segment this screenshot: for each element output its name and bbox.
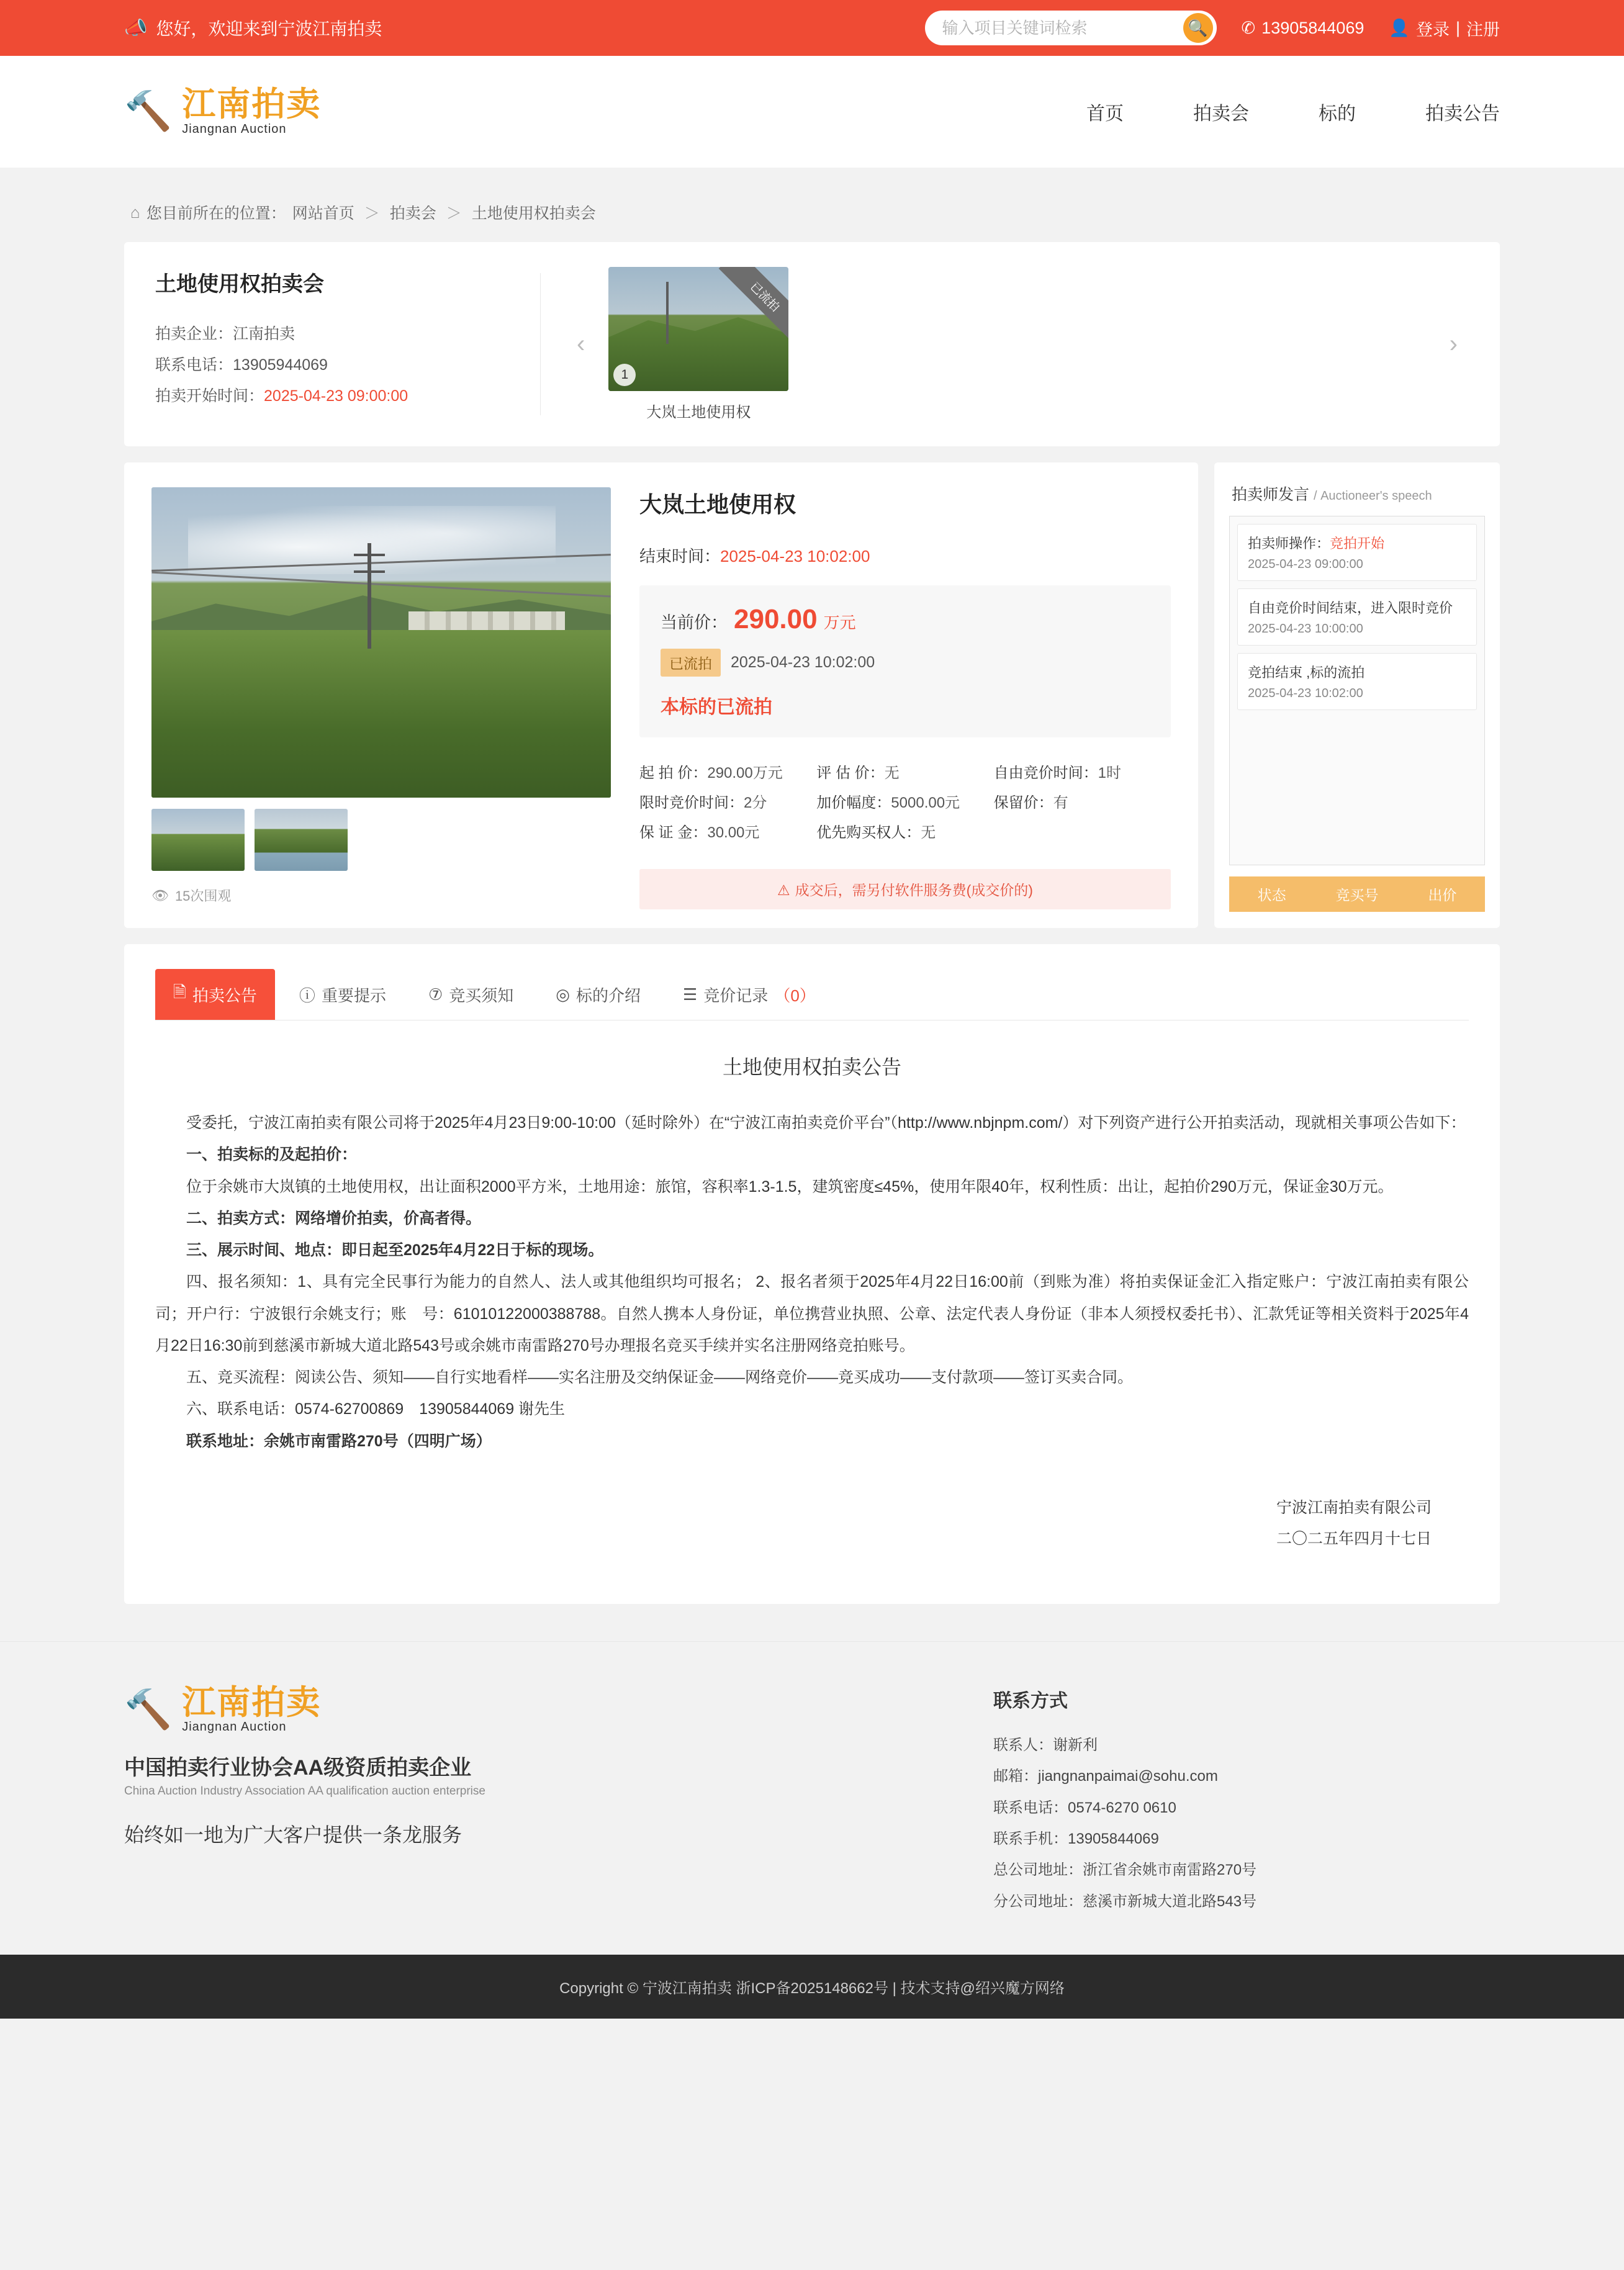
breadcrumb-item-home[interactable]: 网站首页 <box>292 205 354 222</box>
speech-text <box>1248 662 1466 682</box>
phone-icon: ✆ <box>1241 18 1256 37</box>
session-card <box>124 242 1500 446</box>
lot-tabs-card <box>124 944 1500 1604</box>
nav-item-announcements[interactable]: 拍卖公告 <box>1425 104 1500 124</box>
tab-bidder-instructions[interactable] <box>410 969 531 1020</box>
param-limited-bid-time <box>639 788 816 818</box>
speech-text <box>1248 533 1466 552</box>
target-icon: ◎ <box>556 984 570 1004</box>
footer-contact <box>993 1685 1500 1917</box>
session-lot-carousel <box>566 267 1469 421</box>
lot-ribbon-label: 已流拍 <box>719 267 788 341</box>
param-free-bid-time <box>994 759 1171 788</box>
lot-thumb-image[interactable] <box>608 267 788 391</box>
view-count <box>151 886 611 905</box>
bid-col-price: 出价 <box>1428 887 1457 903</box>
document-paragraph: 二、拍卖方式：网络增价拍卖，价高者得。 <box>186 1209 482 1227</box>
footer-contact-title: 联系方式 <box>993 1690 1068 1711</box>
question-icon: ⑦ <box>428 984 443 1004</box>
tab-label: 标的介绍 <box>575 986 641 1005</box>
page-body <box>0 168 1624 1641</box>
param-value: 2分 <box>744 795 767 811</box>
tab-label: 拍卖公告 <box>192 986 257 1005</box>
footer-contact-tel: 联系电话：0574-6270 0610 <box>993 1799 1176 1816</box>
current-price-unit: 万元 <box>823 613 856 632</box>
speech-time: 2025-04-23 09:00:00 <box>1248 557 1363 571</box>
footer-qualification-en: China Auction Industry Association AA qualification auction enterprise <box>124 1785 485 1798</box>
breadcrumb-prefix: 您目前所在的位置： <box>146 205 286 222</box>
session-phone-label: 联系电话： <box>155 356 233 374</box>
breadcrumb-item-auctions[interactable]: 拍卖会 <box>389 205 436 222</box>
alert-icon: ⚠ <box>777 882 790 898</box>
lot-gallery <box>151 487 611 909</box>
footer-contact-mobile: 联系手机：13905844069 <box>993 1830 1159 1847</box>
speech-prefix: 竞拍结束 ,标的流拍 <box>1248 665 1365 680</box>
status-time: 2025-04-23 10:02:00 <box>731 654 875 671</box>
session-phone <box>155 349 521 381</box>
list-item <box>1237 588 1477 646</box>
search-icon: 🔍 <box>1188 18 1208 37</box>
session-enterprise-label: 拍卖企业： <box>155 325 233 343</box>
current-price-label: 当前价： <box>661 613 728 632</box>
param-value: 无 <box>884 765 900 781</box>
tab-bid-records[interactable] <box>665 969 834 1020</box>
lot-end-time-value: 2025-04-23 10:02:00 <box>720 547 870 565</box>
document-title: 土地使用权拍卖公告 <box>722 1056 901 1078</box>
session-start-value: 2025-04-23 09:00:00 <box>264 387 408 405</box>
param-increment <box>816 788 993 818</box>
signature-date: 二〇二五年四月十七日 <box>1276 1529 1432 1547</box>
footer-contact-person: 联系人：谢新利 <box>993 1736 1098 1754</box>
price-panel <box>639 585 1171 737</box>
param-label: 优先购买权人： <box>816 824 921 841</box>
register-link[interactable]: 注册 <box>1466 20 1500 39</box>
param-label: 起 拍 价： <box>639 765 708 781</box>
tab-label: 重要提示 <box>321 986 386 1005</box>
megaphone-icon: 📣 <box>124 17 148 38</box>
session-phone-value: 13905944069 <box>233 356 328 374</box>
site-header <box>0 56 1624 168</box>
param-label: 加价幅度： <box>816 795 891 811</box>
param-value: 有 <box>1053 795 1068 811</box>
speech-emphasis: 竞拍开始 <box>1330 536 1385 551</box>
lot-detail-row <box>124 462 1500 928</box>
search-input[interactable] <box>942 19 1183 38</box>
lot-end-time-label: 结束时间： <box>639 547 721 565</box>
chevron-right-icon[interactable]: › <box>1449 330 1458 358</box>
account-area <box>1389 16 1500 40</box>
footer-logo-subtitle: Jiangnan Auction <box>182 1720 287 1734</box>
document-paragraph: 受委托，宁波江南拍卖有限公司将于2025年4月23日9:00-10:00（延时除外）在“宁波江南拍卖竞价平台”（http://www.nbjnpm.com/）对下列资产进行公开拍卖活动，现就相关事项公告如下： <box>186 1114 1466 1132</box>
user-icon: 👤 <box>1389 19 1410 37</box>
lot-parameter-grid <box>639 759 1171 848</box>
status-badge: 已流拍 <box>661 649 721 677</box>
current-price-row <box>661 604 1150 635</box>
speech-text <box>1248 598 1466 617</box>
document-paragraph: 联系地址：余姚市南雷路270号（四明广场） <box>186 1432 492 1450</box>
announcement-icon: 🗎 <box>173 983 186 1001</box>
document-paragraph: 四、报名须知：1、具有完全民事行为能力的自然人、法人或其他组织均可报名； 2、报名者须于2025年4月22日16:00前（到账为准）将拍卖保证金汇入指定账户：宁波江南拍卖有限公司；开户行：宁波银行余姚支行；账 号：61010122000388788。自然人携本人身份证，单位携营业执照、公章、法定代表人身份证（非本人须授权委托书）、汇款凭证等相关资料于2025年4月22日16:30前到慈溪市新城大道北路543号或余姚市南雷路270号办理报名竞买手续并实名注册网络竞拍账号。 <box>155 1273 1469 1354</box>
search-box[interactable] <box>925 11 1217 45</box>
speech-time: 2025-04-23 10:00:00 <box>1248 622 1363 636</box>
breadcrumb-item-current: 土地使用权拍卖会 <box>471 205 596 222</box>
param-appraisal <box>816 759 993 788</box>
nav-item-auctions[interactable]: 拍卖会 <box>1193 104 1249 124</box>
lot-thumb-label: 大岚土地使用权 <box>646 404 751 421</box>
lot-main-image[interactable] <box>151 487 611 798</box>
footer-contact-email: 邮箱：jiangnanpaimai@sohu.com <box>993 1768 1218 1785</box>
session-start <box>155 381 521 412</box>
tab-bar <box>155 969 1469 1020</box>
param-start-price <box>639 759 816 788</box>
gavel-icon: 🔨 <box>124 1688 173 1731</box>
info-icon: ⓘ <box>299 986 315 1005</box>
greeting-text: 您好，欢迎来到宁波江南拍卖 <box>156 19 382 38</box>
footer-company <box>124 1685 993 1917</box>
param-label: 保 证 金： <box>639 824 708 841</box>
home-icon: ⌂ <box>130 202 140 222</box>
tab-label: 竞价记录 <box>703 986 769 1005</box>
document-paragraph: 六、联系电话：0574-62700869 13905844069 谢先生 <box>186 1400 566 1418</box>
tab-important-notice[interactable] <box>281 969 404 1020</box>
chevron-left-icon[interactable]: ‹ <box>577 330 585 358</box>
footer-hq-address: 总公司地址：浙江省余姚市南雷路270号 <box>993 1862 1257 1879</box>
session-enterprise <box>155 318 521 349</box>
param-reserve <box>994 788 1171 818</box>
signature-company: 宁波江南拍卖有限公司 <box>1276 1498 1432 1516</box>
param-value: 290.00万元 <box>707 765 783 781</box>
breadcrumb-separator: ＞ <box>446 205 462 222</box>
lot-detail-card <box>124 462 1198 928</box>
auctioneer-title-cn: 拍卖师发言 <box>1232 486 1310 503</box>
login-link[interactable]: 登录 <box>1415 20 1450 39</box>
breadcrumb-separator: ＞ <box>364 205 380 222</box>
lot-thumb-card[interactable] <box>608 267 788 421</box>
param-label: 限时竞价时间： <box>639 795 744 811</box>
param-preemptive <box>816 818 993 848</box>
speech-prefix: 拍卖师操作： <box>1248 536 1330 551</box>
gavel-icon: 🔨 <box>124 90 173 133</box>
auctioneer-speech-list[interactable] <box>1229 516 1485 865</box>
lot-end-time <box>639 544 1171 567</box>
tab-announcement[interactable] <box>155 969 275 1020</box>
logo-subtitle: Jiangnan Auction <box>182 122 287 136</box>
param-value: 30.00元 <box>707 824 760 841</box>
param-value: 1时 <box>1098 765 1121 781</box>
auctioneer-title-en: / Auctioneer's speech <box>1313 489 1432 503</box>
param-label: 保留价： <box>993 795 1053 811</box>
photo-powerline <box>151 572 610 598</box>
nav-item-lots[interactable]: 标的 <box>1319 104 1356 124</box>
page-title: 大岚土地使用权 <box>639 492 796 517</box>
bid-table-header <box>1229 876 1485 912</box>
footer-branch-address: 分公司地址：慈溪市新城大道北路543号 <box>993 1893 1257 1910</box>
list-item <box>1237 524 1477 581</box>
lot-number-badge: 1 <box>613 364 636 386</box>
photo-field <box>151 630 611 798</box>
lot-status-row <box>661 649 1150 677</box>
lot-thumbnail[interactable] <box>255 809 348 871</box>
document-signature <box>155 1492 1469 1554</box>
bid-col-status: 状态 <box>1257 887 1286 903</box>
search-button[interactable] <box>1183 13 1213 43</box>
bid-col-bidder: 竞买号 <box>1335 887 1379 903</box>
param-label: 评 估 价： <box>816 765 885 781</box>
lot-thumbnail[interactable] <box>151 809 245 871</box>
session-info <box>155 267 540 421</box>
copyright-bar: Copyright © 宁波江南拍卖 浙ICP备2025148662号 | 技术支持@绍兴魔方网络 <box>0 1955 1624 2019</box>
param-label: 自由竞价时间： <box>993 765 1098 781</box>
announcement-document <box>155 1052 1469 1554</box>
current-price-value: 290.00 <box>734 604 818 634</box>
site-footer <box>0 1641 1624 1955</box>
eye-icon: 👁 <box>151 887 169 903</box>
breadcrumb <box>124 168 1500 242</box>
photo-pylon <box>368 543 371 649</box>
speech-time: 2025-04-23 10:02:00 <box>1248 687 1363 700</box>
session-enterprise-value: 江南拍卖 <box>233 325 295 343</box>
document-paragraph: 五、竞买流程：阅读公告、须知——自行实地看样——实名注册及交纳保证金——网络竞价——竞买成功——支付款项——签订买卖合同。 <box>186 1369 1134 1386</box>
tab-label: 竞买须知 <box>449 986 514 1005</box>
footer-slogan: 始终如一地为广大客户提供一条龙服务 <box>124 1824 462 1847</box>
document-paragraph: 一、拍卖标的及起拍价： <box>186 1146 358 1164</box>
auctioneer-panel-title <box>1229 479 1485 516</box>
top-bar-right <box>925 11 1500 45</box>
session-title: 土地使用权拍卖会 <box>155 272 324 296</box>
bid-record-count: （0） <box>774 986 816 1005</box>
vertical-divider <box>540 273 541 415</box>
list-item <box>1237 653 1477 710</box>
view-count-text: 15次围观 <box>174 888 232 904</box>
param-value: 无 <box>921 824 936 841</box>
footer-qualification: 中国拍卖行业协会AA级资质拍卖企业 <box>124 1756 472 1780</box>
header-phone <box>1242 19 1365 38</box>
fee-notice <box>639 869 1171 909</box>
main-nav <box>1086 98 1500 125</box>
greeting-area <box>124 16 925 40</box>
record-icon: ☰ <box>682 984 698 1004</box>
speech-prefix: 自由竞价时间结束，进入限时竞价 <box>1248 600 1453 616</box>
lot-thumbnail-strip <box>151 809 611 871</box>
param-value: 5000.00元 <box>891 795 960 811</box>
session-start-label: 拍卖开始时间： <box>155 387 264 405</box>
document-paragraph: 位于余姚市大岚镇的土地使用权，出让面积2000平方米，土地用途：旅馆，容积率1.3-1.5，建筑密度≤45%，使用年限40年，权利性质：出让，起拍价290万元，保证金30万元。 <box>186 1178 1394 1196</box>
lot-info <box>611 487 1171 909</box>
logo-title: 江南拍卖 <box>182 86 322 124</box>
top-bar <box>0 0 1624 56</box>
thumb-pole-shape <box>666 282 669 344</box>
auctioneer-panel <box>1214 462 1500 928</box>
tab-lot-introduction[interactable] <box>538 969 659 1020</box>
account-divider: | <box>1455 18 1460 37</box>
lot-failed-message: 本标的已流拍 <box>661 697 772 718</box>
document-paragraph: 三、展示时间、地点：即日起至2025年4月22日于标的现场。 <box>186 1241 604 1259</box>
status-badge <box>714 267 788 341</box>
site-logo[interactable] <box>124 87 321 137</box>
phone-number: 13905844069 <box>1261 18 1365 37</box>
param-deposit <box>639 818 816 848</box>
nav-item-home[interactable]: 首页 <box>1086 104 1124 124</box>
footer-logo-title: 江南拍卖 <box>182 1683 322 1721</box>
footer-logo[interactable] <box>124 1685 993 1735</box>
fee-notice-text: 成交后，需另付软件服务费(成交价的) <box>795 882 1033 898</box>
